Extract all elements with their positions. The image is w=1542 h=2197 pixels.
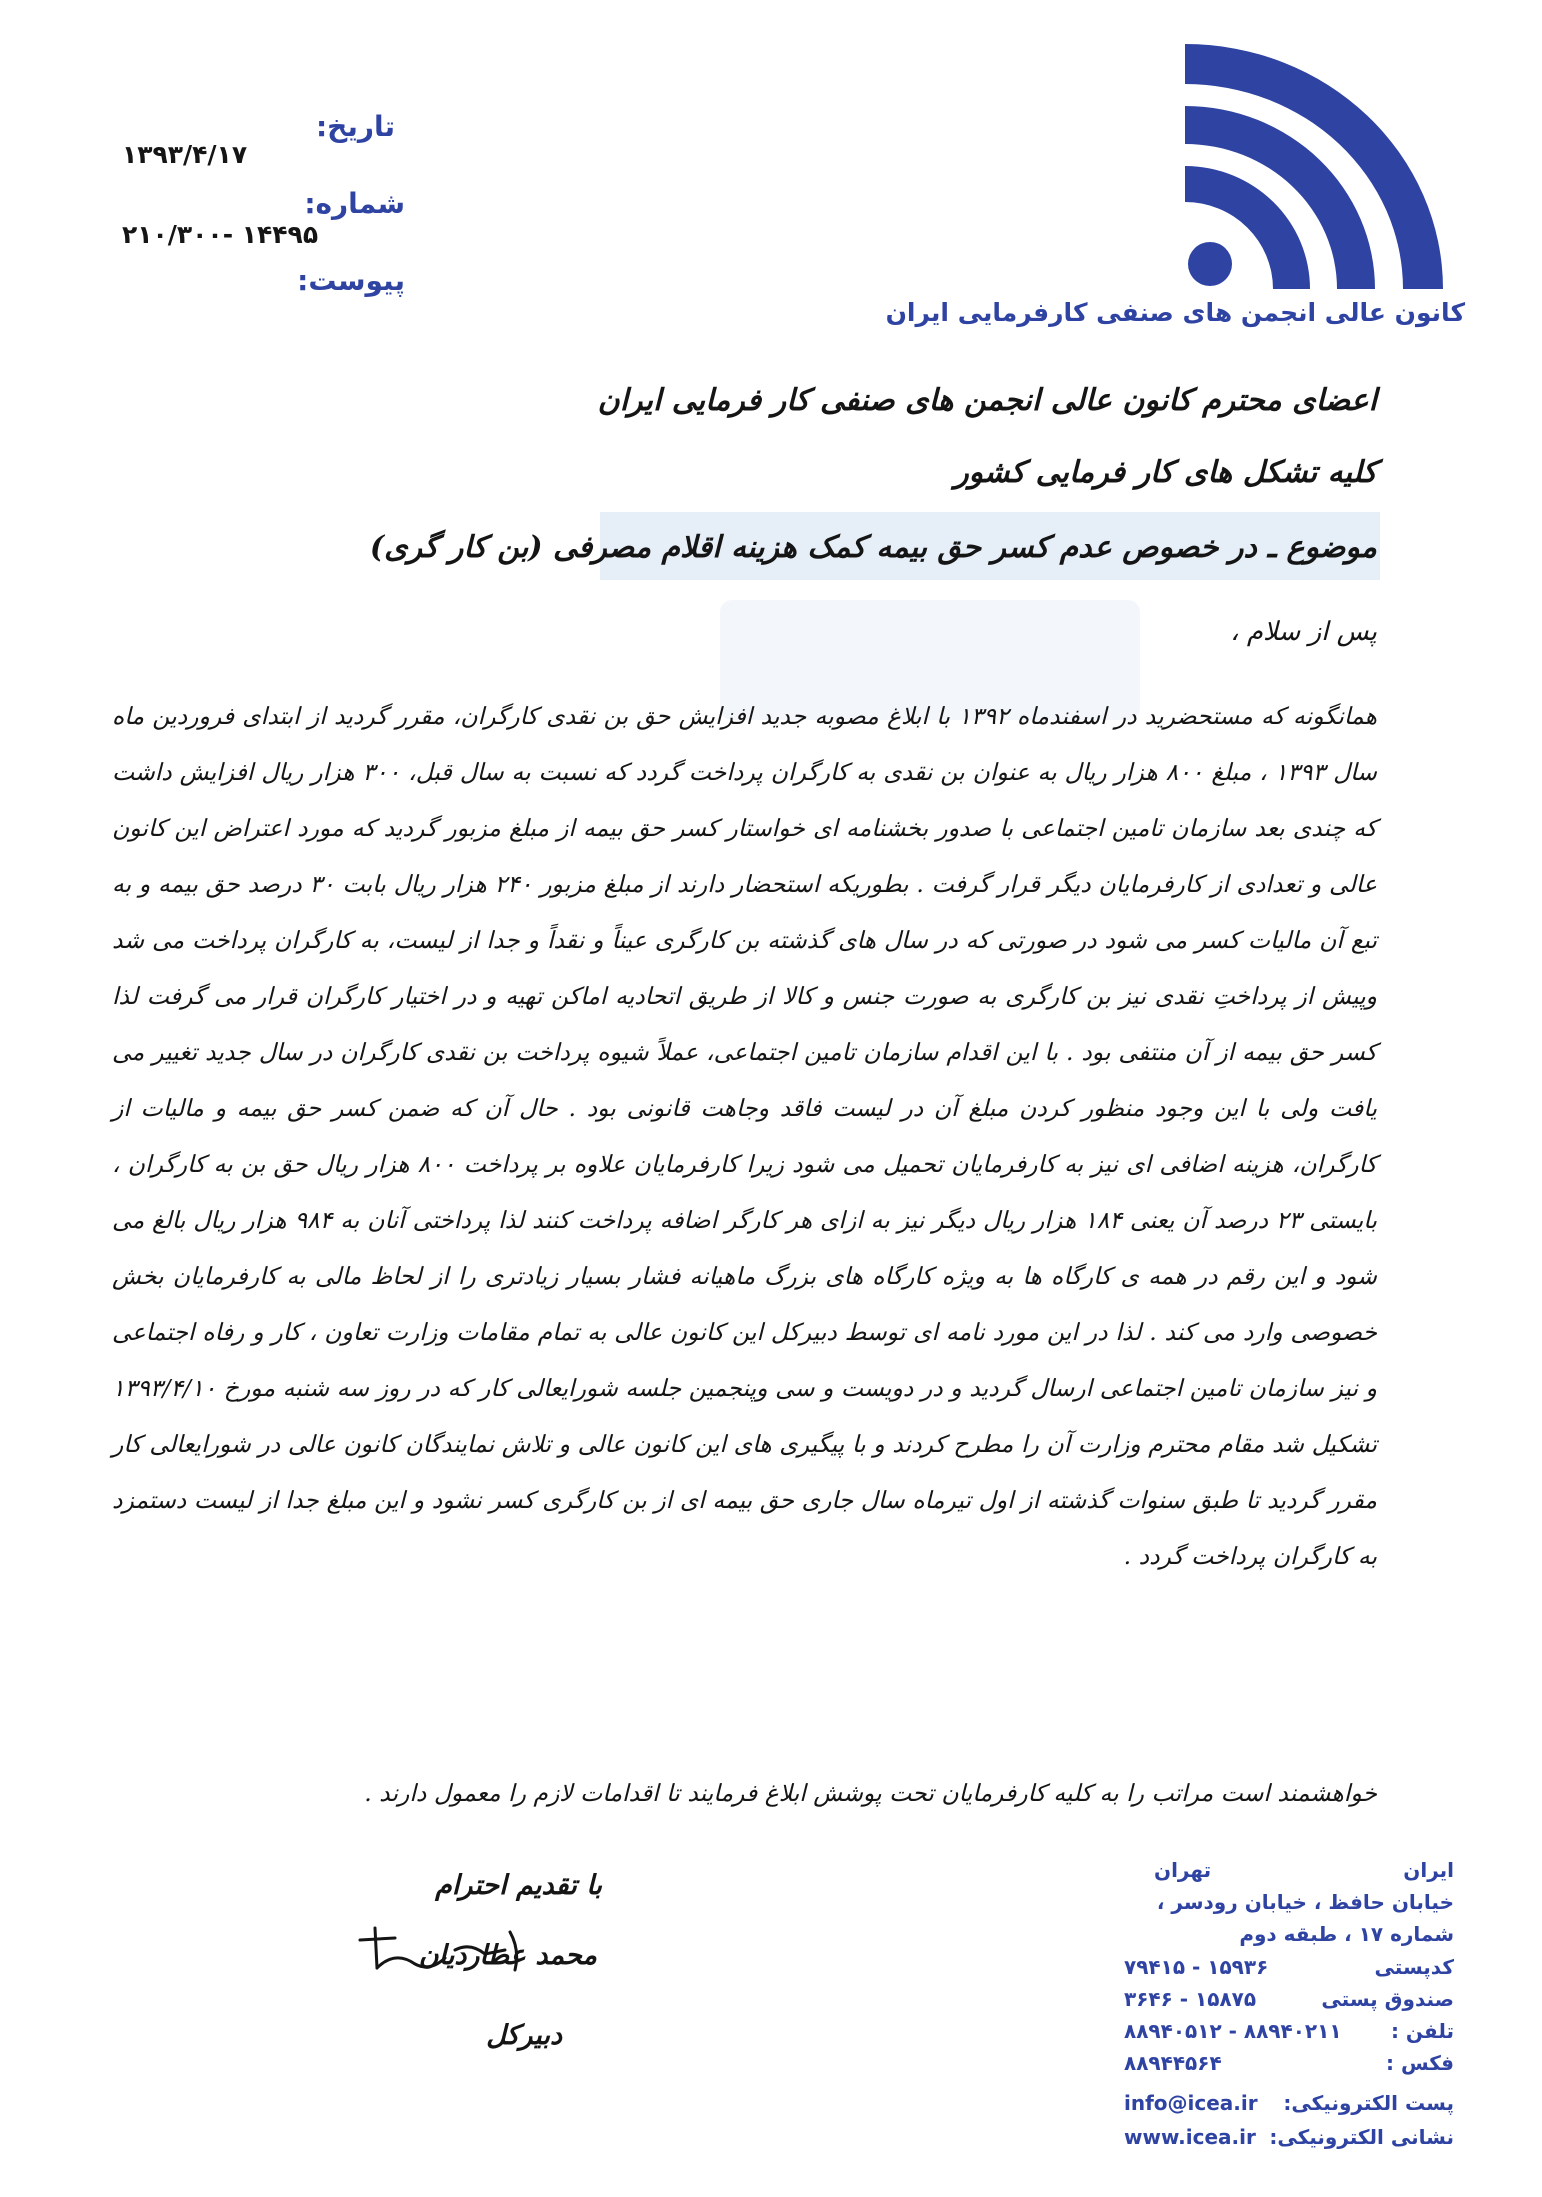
- address-pobox: [1124, 1987, 1454, 2011]
- number-label: شماره:: [304, 187, 405, 220]
- web-value[interactable]: www.icea.ir: [1124, 2125, 1256, 2149]
- email-value[interactable]: info@icea.ir: [1124, 2091, 1258, 2115]
- closing-line: خواهشمند است مراتب را به کلیه کارفرمایان تحت پوشش ابلاغ فرمایند تا اقدامات لازم را معمول دارند .: [364, 1779, 1377, 1807]
- letter-body: همانگونه که مستحضرید در اسفندماه ۱۳۹۲ با ابلاغ مصوبه جدید افزایش حق بن نقدی کارگران، مقرر گردید از ابتدای فروردین ماه سال ۱۳۹۳ ، مبلغ ۸۰۰ هزار ریال به عنوان بن نقدی به کارگران پرداخت گردد که نسبت به سال قبل، ۳۰۰ هزار ریال افزایش داشت که چندی بعد سازمان تامین اجتماعی با صدور بخشنامه ای خواستار کسر حق بیمه از مبلغ مزبور گردید که مورد اعتراض این کانون عالی و تعدادی از کارفرمایان دیگر قرار گرفت . بطوریکه استحضار دارند از مبلغ مزبور ۲۴۰ هزار ریال بابت ۳۰ درصد حق بیمه و به تبع آن مالیات کسر می شود در صورتی که در سال های گذشته بن کارگری عیناً و نقداً و جدا از لیست، به کارگران پرداخت می شد وپیش از پرداختِ نقدی نیز بن کارگری به صورت جنس و کالا از طریق اتحادیه اماکن تهیه و در اختیار کارگران قرار می گرفت لذا کسر حق بیمه از آن منتفی بود . با این اقدام سازمان تامین اجتماعی، عملاً شیوه پرداخت بن نقدی کارگران در سال جدید تغییر می یافت ولی با این وجود منظور کردن مبلغ آن در لیست فاقد وجاهت قانونی بود . حال آن که ضمن کسر حق بیمه و مالیات از کارگران، هزینه اضافی ای نیز به کارفرمایان تحمیل می شود زیرا کارفرمایان علاوه بر پرداخت ۸۰۰ هزار ریال حق بن به کارگران ، بایستی ۲۳ درصد آن یعنی ۱۸۴ هزار ریال دیگر نیز به ازای هر کارگر اضافه پرداخت کنند لذا پرداختی آنان به ۹۸۴ هزار ریال بالغ می شود و این رقم در همه ی کارگاه ها به ویژه کارگاه های بزرگ ماهیانه فشار بسیار زیادتری را از لحاظ مالی به کارفرمایان بخش خصوصی وارد می کند . لذا در این مورد نامه ای توسط دبیرکل این کانون عالی به تمام مقامات وزارت تعاون ، کار و رفاه اجتماعی و نیز سازمان تامین اجتماعی ارسال گردید و در دویست و سی وپنجمین جلسه شورایعالی کار که در روز سه شنبه مورخ ۱۳۹۳/۴/۱۰ تشکیل شد مقام محترم وزارت آن را مطرح کردند و با پیگیری های این کانون عالی و تلاش نمایندگان کانون عالی در شورایعالی کار مقرر گردید تا طبق سنوات گذشته از اول تیرماه سال جاری حق بیمه ای از بن کارگری کسر نشود و این مبلغ جدا از لیست دستمزد به کارگران پرداخت گردد .: [112, 702, 1377, 1570]
- date-value: ۱۳۹۳/۴/۱۷: [122, 140, 248, 169]
- phone-label: تلفن :: [1390, 2019, 1454, 2043]
- number-value: ۱۴۴۹۵ -۲۱۰/۳۰۰: [122, 220, 319, 249]
- regards-text: با تقدیم احترام: [435, 1870, 602, 1901]
- signatory-name: محمد عطاردیان: [418, 1940, 597, 1971]
- address-postal: [1124, 1955, 1454, 1979]
- address-phone: [1124, 2019, 1454, 2043]
- address-fax: [1124, 2051, 1454, 2075]
- postal-value: ۷۹۴۱۵ - ۱۵۹۳۶: [1124, 1955, 1269, 1979]
- addressee-2: کلیه تشکل های کار فرمایی کشور: [954, 455, 1377, 490]
- address-email: [1124, 2091, 1454, 2115]
- pobox-label: صندوق پستی: [1321, 1987, 1454, 2011]
- signatory-title: دبیرکل: [486, 2020, 562, 2051]
- fax-label: فکس :: [1386, 2051, 1454, 2075]
- fax-value: ۸۸۹۴۴۵۶۴: [1124, 2051, 1222, 2075]
- date-label: تاریخ:: [315, 110, 395, 143]
- attachment-label: پیوست:: [297, 264, 405, 297]
- address-country: ایران: [1403, 1858, 1454, 1882]
- org-name: کانون عالی انجمن های صنفی کارفرمایی ایران: [885, 298, 1465, 327]
- phone-value: ۸۸۹۴۰۵۱۲ - ۸۸۹۴۰۲۱۱: [1124, 2019, 1342, 2043]
- email-label: پست الکترونیکی:: [1283, 2091, 1454, 2115]
- postal-label: کدپستی: [1374, 1955, 1454, 1979]
- org-logo-icon: [1165, 44, 1465, 289]
- pobox-value: ۳۶۴۶ - ۱۵۸۷۵: [1124, 1987, 1257, 2011]
- address-line-2: شماره ۱۷ ، طبقه دوم: [1239, 1922, 1454, 1946]
- address-line-1: خیابان حافظ ، خیابان رودسر ،: [1156, 1890, 1454, 1914]
- subject-line: موضوع ـ در خصوص عدم کسر حق بیمه کمک هزینه اقلام مصرفی (بن کار گری): [369, 530, 1377, 565]
- greeting: پس از سلام ،: [1230, 617, 1377, 647]
- address-city: تهران: [1154, 1858, 1212, 1882]
- web-label: نشانی الکترونیکی:: [1269, 2125, 1454, 2149]
- address-country-city: [1154, 1858, 1454, 1882]
- addressee-1: اعضای محترم کانون عالی انجمن های صنفی کار فرمایی ایران: [597, 383, 1377, 418]
- address-web: [1124, 2125, 1454, 2149]
